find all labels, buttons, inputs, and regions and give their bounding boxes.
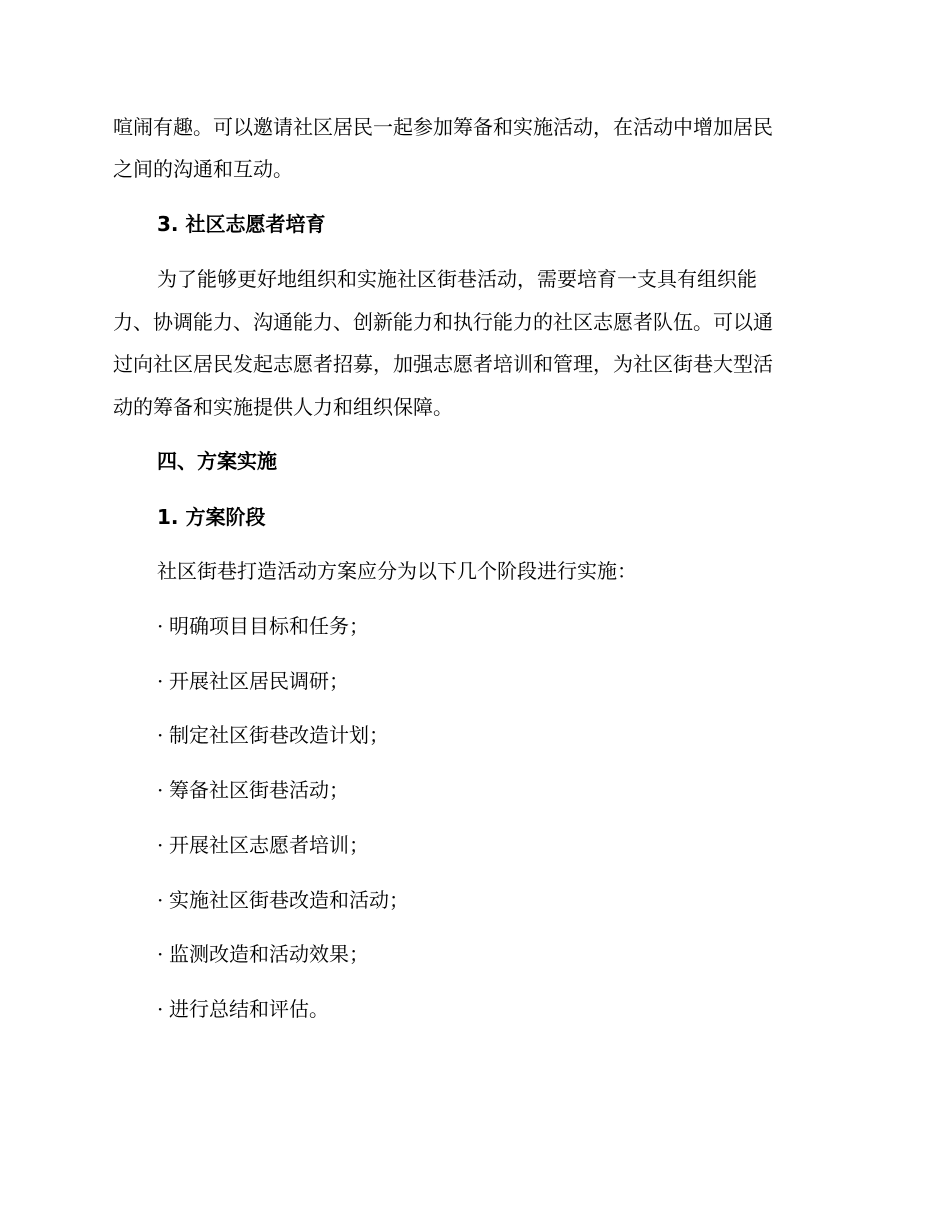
list-item bbox=[157, 612, 369, 640]
list-item bbox=[157, 776, 349, 804]
list-item bbox=[157, 995, 329, 1023]
subsection-heading-phases: 1. 方案阶段 bbox=[157, 505, 266, 529]
paragraph-line: 过向社区居民发起志愿者招募，加强志愿者培训和管理，为社区街巷大型活 bbox=[113, 352, 773, 376]
list-item-text: 实施社区街巷改造和活动； bbox=[169, 888, 409, 912]
section-heading-volunteer: 3. 社区志愿者培育 bbox=[157, 212, 326, 236]
paragraph-line: 动的筹备和实施提供人力和组织保障。 bbox=[113, 395, 453, 419]
section-heading-implementation: 四、方案实施 bbox=[157, 449, 277, 473]
list-item bbox=[157, 831, 369, 859]
list-item-text: 开展社区志愿者培训； bbox=[169, 833, 369, 857]
bullet-icon: · bbox=[157, 888, 164, 912]
list-item-text: 筹备社区街巷活动； bbox=[169, 778, 349, 802]
bullet-icon: · bbox=[157, 723, 164, 747]
bullet-icon: · bbox=[157, 997, 164, 1021]
list-item-text: 开展社区居民调研； bbox=[169, 669, 349, 693]
paragraph-line: 力、协调能力、沟通能力、创新能力和执行能力的社区志愿者队伍。可以通 bbox=[113, 310, 773, 334]
list-item-text: 明确项目目标和任务； bbox=[169, 614, 369, 638]
list-item bbox=[157, 940, 369, 968]
paragraph-line: 喧闹有趣。可以邀请社区居民一起参加筹备和实施活动，在活动中增加居民 bbox=[113, 115, 773, 139]
paragraph-line: 为了能够更好地组织和实施社区街巷活动，需要培育一支具有组织能 bbox=[157, 267, 757, 291]
list-item-text: 进行总结和评估。 bbox=[169, 997, 329, 1021]
list-item bbox=[157, 721, 389, 749]
list-item bbox=[157, 886, 409, 914]
list-item bbox=[157, 667, 349, 695]
list-item-text: 监测改造和活动效果； bbox=[169, 942, 369, 966]
list-item-text: 制定社区街巷改造计划； bbox=[169, 723, 389, 747]
phases-intro: 社区街巷打造活动方案应分为以下几个阶段进行实施： bbox=[157, 559, 637, 583]
bullet-icon: · bbox=[157, 614, 164, 638]
bullet-icon: · bbox=[157, 778, 164, 802]
bullet-icon: · bbox=[157, 669, 164, 693]
bullet-icon: · bbox=[157, 942, 164, 966]
paragraph-line: 之间的沟通和互动。 bbox=[113, 157, 293, 181]
bullet-icon: · bbox=[157, 833, 164, 857]
